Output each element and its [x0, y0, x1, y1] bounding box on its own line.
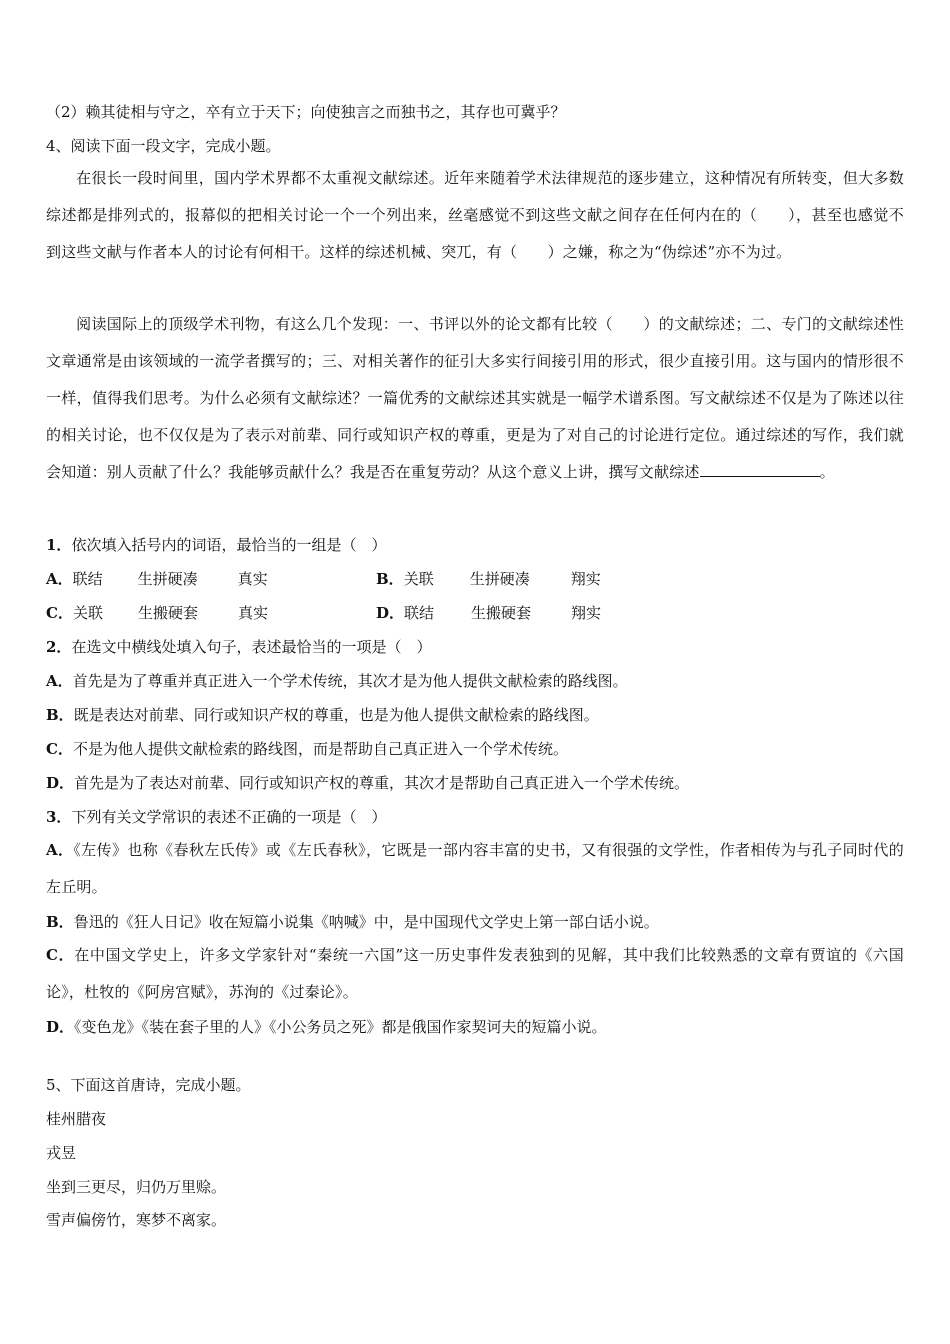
option-key: B． — [46, 913, 74, 931]
poem-title: 桂州腊夜 — [46, 1110, 107, 1128]
option-text: 首先是为了表达对前辈、同行或知识产权的尊重，其次才是帮助自己真正进入一个学术传统。 — [74, 774, 690, 792]
fill-blank — [700, 462, 820, 477]
poem-line-1: 坐到三更尽，归仍万里赊。 — [46, 1178, 227, 1196]
option-key: C． — [46, 740, 73, 758]
question-3 — [46, 807, 386, 827]
q3-option-b — [46, 912, 659, 932]
option-word-3: 真实 — [237, 604, 268, 622]
option-text: 鲁迅的《狂人日记》收在短篇小说集《呐喊》中，是中国现代文学史上第一部白话小说。 — [73, 913, 659, 931]
q1-option-c — [46, 603, 268, 623]
q2-option-a — [46, 671, 628, 691]
q1-option-d — [376, 603, 601, 623]
option-key: C． — [46, 946, 75, 964]
question-text: 依次填入括号内的词语，最恰当的一组是（ ） — [71, 536, 387, 554]
option-key: B． — [46, 706, 74, 724]
q3-option-c — [46, 937, 904, 1011]
option-key: A． — [46, 841, 74, 859]
option-word-1: 联结 — [72, 570, 103, 588]
paragraph-2-text: 阅读国际上的顶级学术刊物，有这么几个发现：一、书评以外的论文都有比较（ ）的文献综述；二、专门的文献综述性文章通常是由该领域的一流学者撰写的；三、对相关著作的征引大多实行间接引用的形式，很少直接引用。这与国内的情形很不一样，值得我们思考。为什么必须有文献综述？一篇优秀的文献综述其实就是一幅学术谱系图。写文献综述不仅是为了陈述以往的相关讨论，也不仅仅是为了表示对前辈、同行或知识产权的尊重，更是为了对自己的讨论进行定位。通过综述的写作，我们就会知道：别人贡献了什么？我能够贡献什么？我是否在重复劳动？从这个意义上讲，撰写文献综述 — [46, 315, 904, 481]
text-line: （2）赖其徒相与守之，卒有立于天下；向使独言之而独书之，其存也可冀乎？ — [46, 103, 566, 121]
option-word-2: 生搬硬套 — [137, 604, 198, 622]
question-text: 下列有关文学常识的表述不正确的一项是（ ） — [71, 808, 387, 826]
question-2 — [46, 637, 431, 657]
paragraph-2-end: 。 — [819, 463, 835, 481]
option-word-1: 关联 — [72, 604, 103, 622]
option-key: D． — [46, 774, 75, 792]
passage-paragraph-2 — [46, 306, 904, 491]
option-word-2: 生拼硬凑 — [469, 570, 530, 588]
option-text: 首先是为了尊重并真正进入一个学术传统，其次才是为他人提供文献检索的路线图。 — [72, 672, 628, 690]
question-number: 1． — [46, 536, 72, 554]
q3-option-a — [46, 832, 904, 906]
option-word-3: 翔实 — [571, 604, 602, 622]
q2-option-c — [46, 739, 568, 759]
option-word-1: 关联 — [403, 570, 434, 588]
passage-paragraph-1 — [46, 160, 904, 271]
option-key: B． — [376, 570, 404, 588]
option-word-3: 真实 — [237, 570, 268, 588]
option-key: C． — [46, 604, 73, 622]
option-key: D． — [376, 604, 405, 622]
option-text: 《左传》也称《春秋左氏传》或《左氏春秋》，它既是一部内容丰富的史书，又有很强的文学性，作者相传为与孔子同时代的左丘明。 — [46, 841, 904, 896]
q3-option-d — [46, 1017, 607, 1037]
option-word-1: 联结 — [404, 604, 435, 622]
poem-line-2: 雪声偏傍竹，寒梦不离家。 — [46, 1211, 227, 1229]
option-text: 《变色龙》《装在套子里的人》《小公务员之死》都是俄国作家契诃夫的短篇小说。 — [74, 1018, 607, 1036]
option-text: 既是表达对前辈、同行或知识产权的尊重，也是为他人提供文献检索的路线图。 — [73, 706, 599, 724]
q2-option-b — [46, 705, 599, 725]
option-text: 不是为他人提供文献检索的路线图，而是帮助自己真正进入一个学术传统。 — [72, 740, 568, 758]
option-key: A． — [46, 570, 73, 588]
question-4-intro: 4、阅读下面一段文字，完成小题。 — [46, 137, 281, 155]
poem-author: 戎昱 — [46, 1144, 77, 1162]
question-number: 3． — [46, 808, 72, 826]
question-1 — [46, 535, 386, 555]
q1-option-a — [46, 569, 268, 589]
question-5-intro: 5、下面这首唐诗，完成小题。 — [46, 1076, 251, 1094]
option-text: 在中国文学史上，许多文学家针对“秦统一六国”这一历史事件发表独到的见解，其中我们比较熟悉的文章有贾谊的《六国论》，杜牧的《阿房宫赋》，苏洵的《过秦论》。 — [46, 946, 904, 1001]
question-text: 在选文中横线处填入句子，表述最恰当的一项是（ ） — [71, 638, 432, 656]
q2-option-d — [46, 773, 689, 793]
option-key: A． — [46, 672, 73, 690]
option-word-3: 翔实 — [570, 570, 601, 588]
paragraph-1-text: 在很长一段时间里，国内学术界都不太重视文献综述。近年来随着学术法律规范的逐步建立，这种情况有所转变，但大多数综述都是排列式的，报幕似的把相关讨论一个一个列出来，丝毫感觉不到这些文献之间存在任何内在的（ ），甚至也感觉不到这些文献与作者本人的讨论有何相干。这样的综述机械、突兀，有（ ）之嫌，称之为“伪综述”亦不为过。 — [46, 169, 904, 261]
q1-option-b — [376, 569, 601, 589]
question-number: 2． — [46, 638, 72, 656]
option-word-2: 生搬硬套 — [471, 604, 532, 622]
option-word-2: 生拼硬凑 — [137, 570, 198, 588]
option-key: D． — [46, 1018, 75, 1036]
